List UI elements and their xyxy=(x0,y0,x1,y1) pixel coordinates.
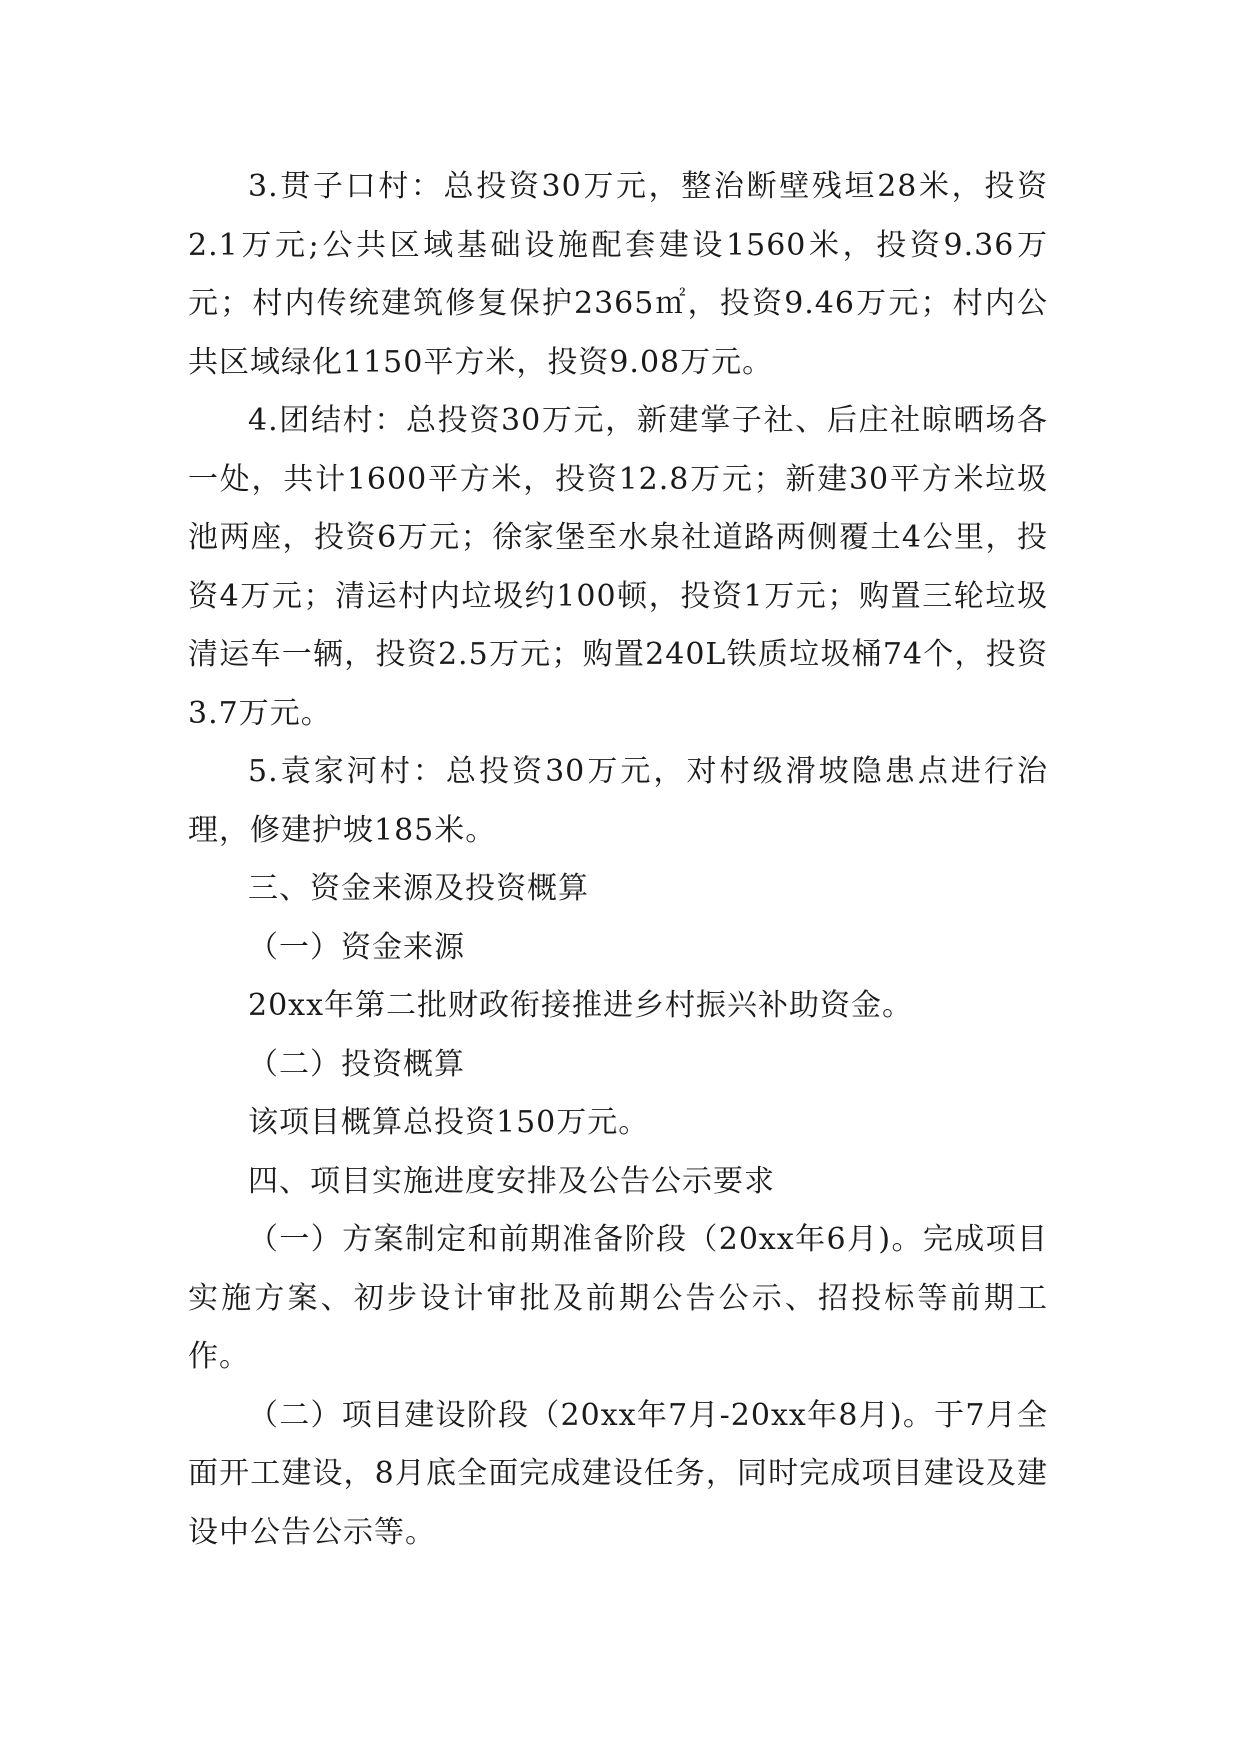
paragraph-village-guanzikou: 3.贯子口村：总投资30万元，整治断壁残垣28米，投资2.1万元;公共区域基础设施配套建设1560米，投资9.36万元；村内传统建筑修复保护2365㎡，投资9.46万元；村内公共区域绿化1150平方米，投资9.08万元。 xyxy=(188,169,1048,380)
document-body xyxy=(188,158,1048,1562)
section-heading-schedule: 四、项目实施进度安排及公告公示要求 xyxy=(248,1163,775,1199)
subheading-investment-estimate: （二）投资概算 xyxy=(248,1046,465,1082)
paragraph-schedule-construction: （二）项目建设阶段（20xx年7月-20xx年8月)。于7月全面开工建设，8月底全面完成建设任务，同时完成项目建设及建设中公告公示等。 xyxy=(188,1397,1048,1550)
paragraph-village-yuanjiahe: 5.袁家河村：总投资30万元，对村级滑坡隐患点进行治理，修建护坡185米。 xyxy=(188,754,1048,848)
paragraph-investment-estimate: 该项目概算总投资150万元。 xyxy=(248,1105,650,1140)
subheading-funding-source: （一）资金来源 xyxy=(248,929,465,965)
paragraph-village-tuanjie: 4.团结村：总投资30万元，新建掌子社、后庄社晾晒场各一处，共计1600平方米，投资12.8万元；新建30平方米垃圾池两座，投资6万元；徐家堡至水泉社道路两侧覆土4公里，投资4万元；清运村内垃圾约100顿，投资1万元；购置三轮垃圾清运车一辆，投资2.5万元；购置240L铁质垃圾桶74个，投资3.7万元。 xyxy=(188,403,1048,731)
paragraph-funding-source: 20xx年第二批财政衔接推进乡村振兴补助资金。 xyxy=(248,988,914,1023)
section-heading-funding: 三、资金来源及投资概算 xyxy=(248,871,589,906)
paragraph-schedule-preparation: （一）方案制定和前期准备阶段（20xx年6月)。完成项目实施方案、初步设计审批及前期公告公示、招投标等前期工作。 xyxy=(188,1222,1048,1374)
